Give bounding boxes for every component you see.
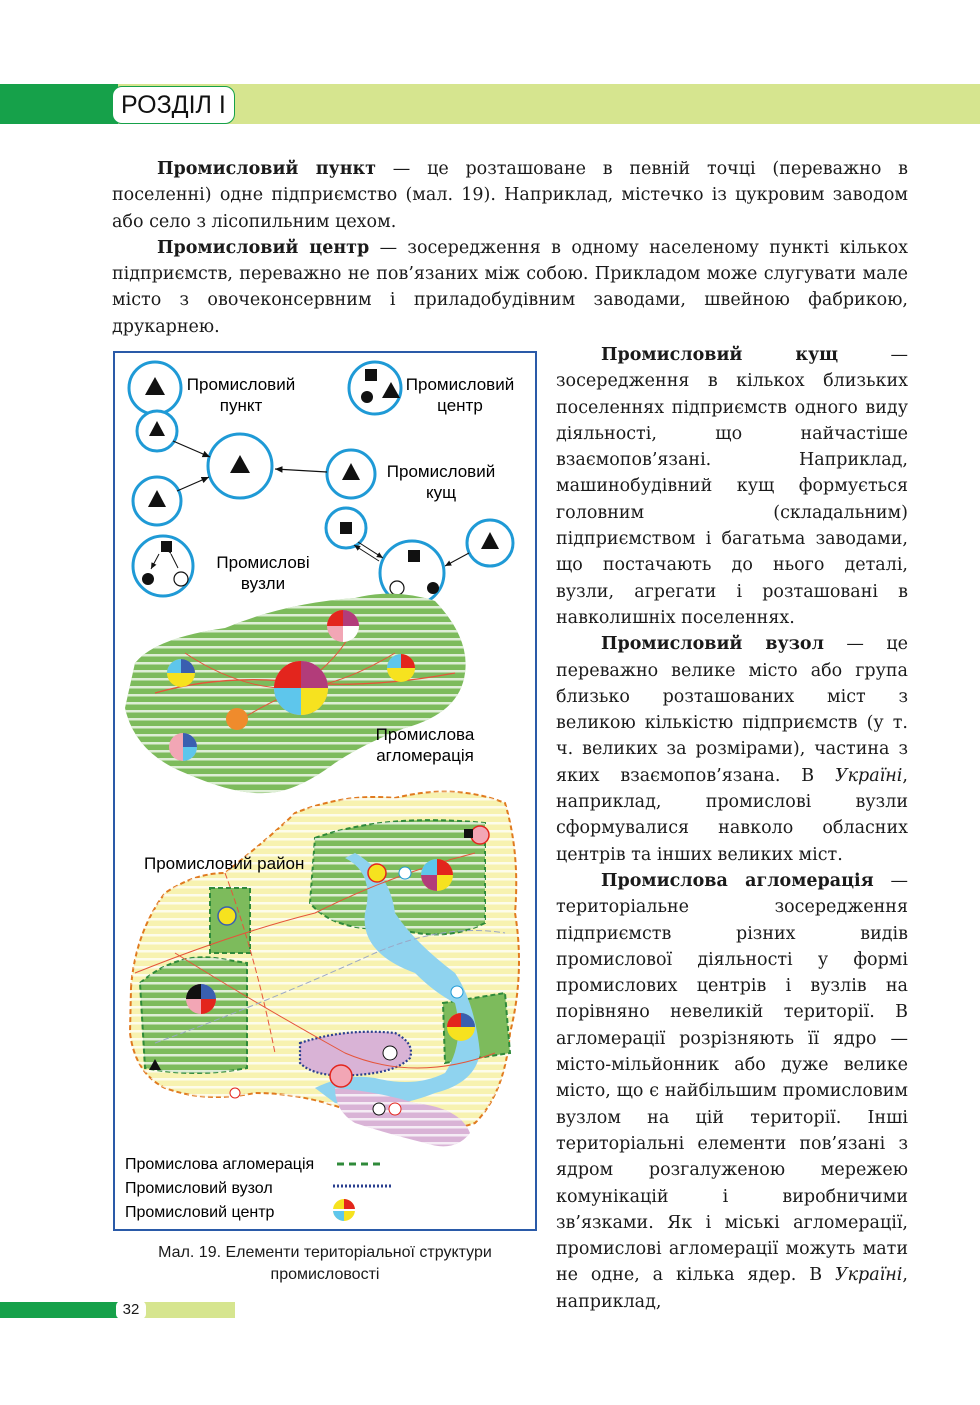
label-cluster: Промисловий	[386, 462, 496, 481]
map-legend	[125, 1156, 393, 1221]
district-map	[130, 792, 519, 1147]
legend-industrial-cluster	[133, 411, 495, 525]
term-industrial-point: Промисловий пункт	[157, 159, 377, 179]
agglomeration-map	[125, 594, 475, 794]
satellite-center	[167, 659, 195, 687]
core-city	[274, 661, 328, 715]
legend-swatch-center	[333, 1199, 355, 1221]
figure-caption	[113, 1242, 537, 1286]
definition-text: , наприклад,	[556, 1265, 908, 1312]
label-point: Промисловий	[186, 375, 296, 394]
paragraph-industrial-agglomeration	[556, 868, 908, 1315]
definition-text: — це переважно велике місто або група близько розташованих міст з великою кількістю підприємств (у т. ч. великих за розмірами), частина з яких взаємопов’язана. В	[556, 634, 908, 786]
term-industrial-node: Промисловий вузол	[601, 634, 824, 655]
header-accent	[0, 84, 118, 124]
term-industrial-agglomeration: Промислова агломерація	[601, 870, 874, 891]
paragraph-industrial-node	[556, 631, 908, 868]
legend-label-node: Промисловий вузол	[125, 1180, 273, 1197]
definition-text: — територіальне зосередження підприємств різних видів промислової діяльності у формі промислових центрів і вузлів на порівняно невеликій території. В агломерації розрізняють її ядро — місто-мільйонник або дуже велике місто, що є найбільшим промисловим вузлом на цій території. Інші територіальні елементи пов’язані з ядром розгалуженою мережею комунікацій і виробничими зв’язками. Як і міські агломерації, промислові агломерації можуть мати не одне, а кілька ядер. В	[556, 870, 908, 1286]
italic-country: Україні	[834, 1265, 903, 1286]
label-center: Промисловий	[405, 375, 515, 394]
legend-industrial-point	[129, 362, 295, 415]
right-column-text	[556, 342, 908, 1315]
footer-accent	[0, 1302, 118, 1318]
label-nodes: вузли	[240, 574, 286, 593]
legend-industrial-center	[349, 362, 514, 415]
section-label: РОЗДІЛ І	[112, 86, 235, 124]
intro-text	[112, 156, 908, 340]
definition-text: — зосередження в кількох близьких поселеннях підприємств одного виду діяльності, що найчастіше взаємопов’язані. Наприклад, машинобудівний кущ формується головним (складальним) підприємством і багатьма заводами, що постачають до нього деталі, вузли, агрегати і розташовані в навколишніх поселеннях.	[556, 345, 908, 628]
paragraph-industrial-point	[112, 156, 908, 235]
figure-19	[113, 351, 537, 1231]
label-agglomeration: Промислова	[375, 725, 475, 744]
definition-text: , наприклад, промислові вузли сформувалися навколо обласних центрів та інших великих міст.	[556, 765, 908, 865]
caption-line: промисловості	[270, 1266, 380, 1283]
definition-text: — це розташоване в певній точці (переважно в поселенні) одне підприємство (мал. 19). Наприклад, містечко із цукровим заводом або село з лісопильним цехом.	[112, 159, 908, 232]
square-icon	[365, 369, 377, 381]
label-point: пункт	[219, 396, 263, 415]
district-center	[421, 859, 453, 891]
district-center	[186, 984, 216, 1014]
paragraph-industrial-center	[112, 235, 908, 340]
label-nodes: Промислові	[216, 553, 310, 572]
satellite-center	[327, 610, 359, 642]
label-district: Промисловий район	[144, 854, 305, 873]
territorial-structure-diagram	[115, 353, 535, 1229]
label-center: центр	[437, 396, 483, 415]
term-industrial-cluster: Промисловий кущ	[601, 345, 839, 365]
label-cluster: кущ	[425, 483, 457, 502]
legend-label-agglomeration: Промислова агломерація	[125, 1156, 315, 1173]
paragraph-industrial-cluster	[556, 342, 908, 631]
district-center	[447, 1013, 475, 1041]
label-agglomeration: агломерація	[376, 746, 474, 765]
term-industrial-center: Промисловий центр	[157, 237, 370, 258]
dot-icon	[361, 391, 373, 403]
page-number: 32	[116, 1301, 146, 1319]
legend-industrial-nodes	[133, 508, 513, 605]
satellite-center	[387, 654, 415, 682]
satellite-center	[169, 733, 197, 761]
legend-label-center: Промисловий центр	[125, 1204, 275, 1221]
caption-line: Мал. 19. Елементи територіальної структури	[158, 1244, 492, 1261]
italic-country: Україні	[834, 765, 903, 786]
definition-text: — зосередження в одному населеному пункті кількох підприємств, переважно не пов’язаних між собою. Прикладом може слугувати мале місто з овочеконсервним і приладобудівним заводами, швейною фабрикою, друкарнею.	[112, 237, 908, 337]
